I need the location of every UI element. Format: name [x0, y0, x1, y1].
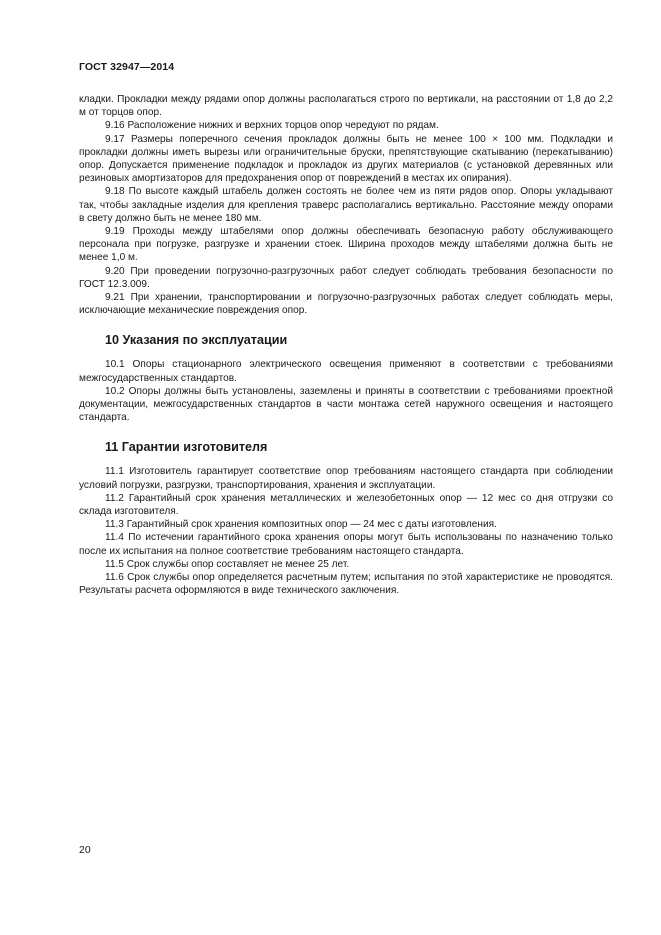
section-10-heading: 10 Указания по эксплуатации: [105, 333, 288, 348]
paragraph-11-4: 11.4 По истечении гарантийного срока хранения опоры могут быть использованы по назначению только после их испытания на полное соответствие требованиям настоящего стандарта.: [79, 532, 613, 557]
paragraph-11-6: 11.6 Срок службы опор определяется расчетным путем; испытания по этой характеристике не проводятся. Результаты расчета оформляются в виде технического заключения.: [79, 572, 613, 597]
paragraph-9-19: 9.19 Проходы между штабелями опор должны обеспечивать безопасную работу обслуживающего персонала при погрузке, разгрузке и хранении стоек. Ширина проходов между штабелями должна быть не менее 1,0 м.: [79, 226, 613, 264]
paragraph-9-16: 9.16 Расположение нижних и верхних торцов опор чередуют по рядам.: [105, 120, 439, 132]
paragraph-9-21: 9.21 При хранении, транспортировании и погрузочно-разгрузочных работах следует соблюдать меры, исключающие механические повреждения опор.: [79, 292, 613, 317]
paragraph-11-5: 11.5 Срок службы опор составляет не менее 25 лет.: [105, 558, 350, 570]
document-header: ГОСТ 32947—2014: [79, 61, 175, 73]
paragraph-9-20: 9.20 При проведении погрузочно-разгрузочных работ следует соблюдать требования безопасности по ГОСТ 12.3.009.: [79, 265, 613, 290]
page-number: 20: [79, 844, 91, 856]
paragraph-10-2: 10.2 Опоры должны быть установлены, заземлены и приняты в соответствии с требованиями проектной документации, межгосударственных стандартов в части монтажа сетей наружного освещения и настоящего стандарта.: [79, 385, 613, 424]
paragraph-9-18: 9.18 По высоте каждый штабель должен состоять не более чем из пяти рядов опор. Опоры укладывают так, чтобы закладные изделия для крепления траверс располагались вертикально. Расстояние между опорами в свету должно быть не менее 180 мм.: [79, 186, 613, 224]
paragraph-10-1: 10.1 Опоры стационарного электрического освещения применяют в соответствии с требованиями межгосударственных стандартов.: [79, 359, 613, 384]
paragraph-11-2: 11.2 Гарантийный срок хранения металлических и железобетонных опор — 12 мес со дня отгрузки со склада изготовителя.: [79, 492, 613, 518]
paragraph-continuation: кладки. Прокладки между рядами опор должны располагаться строго по вертикали, на расстоянии от 1,8 до 2,2 м от торцов опор.: [79, 94, 613, 119]
page-body: [79, 93, 613, 598]
paragraph-11-3: 11.3 Гарантийный срок хранения композитных опор — 24 мес с даты изготовления.: [105, 519, 497, 531]
paragraph-9-17: 9.17 Размеры поперечного сечения прокладок должны быть не менее 100 × 100 мм. Подкладки и прокладки должны иметь вырезы или ограничительные бруски, препятствующие скатыванию (перекатыванию) опор. Допускается применение подкладок и прокладок из других материалов (с установкой деревянных или резиновых амортизаторов для предохранения опор от повреждений в местах их опирания).: [79, 133, 613, 185]
paragraph-11-1: 11.1 Изготовитель гарантирует соответствие опор требованиям настоящего стандарта при соблюдении условий погрузки, разгрузки, транспортирования, хранения и эксплуатации.: [79, 466, 613, 491]
section-11-heading: 11 Гарантии изготовителя: [105, 440, 268, 455]
